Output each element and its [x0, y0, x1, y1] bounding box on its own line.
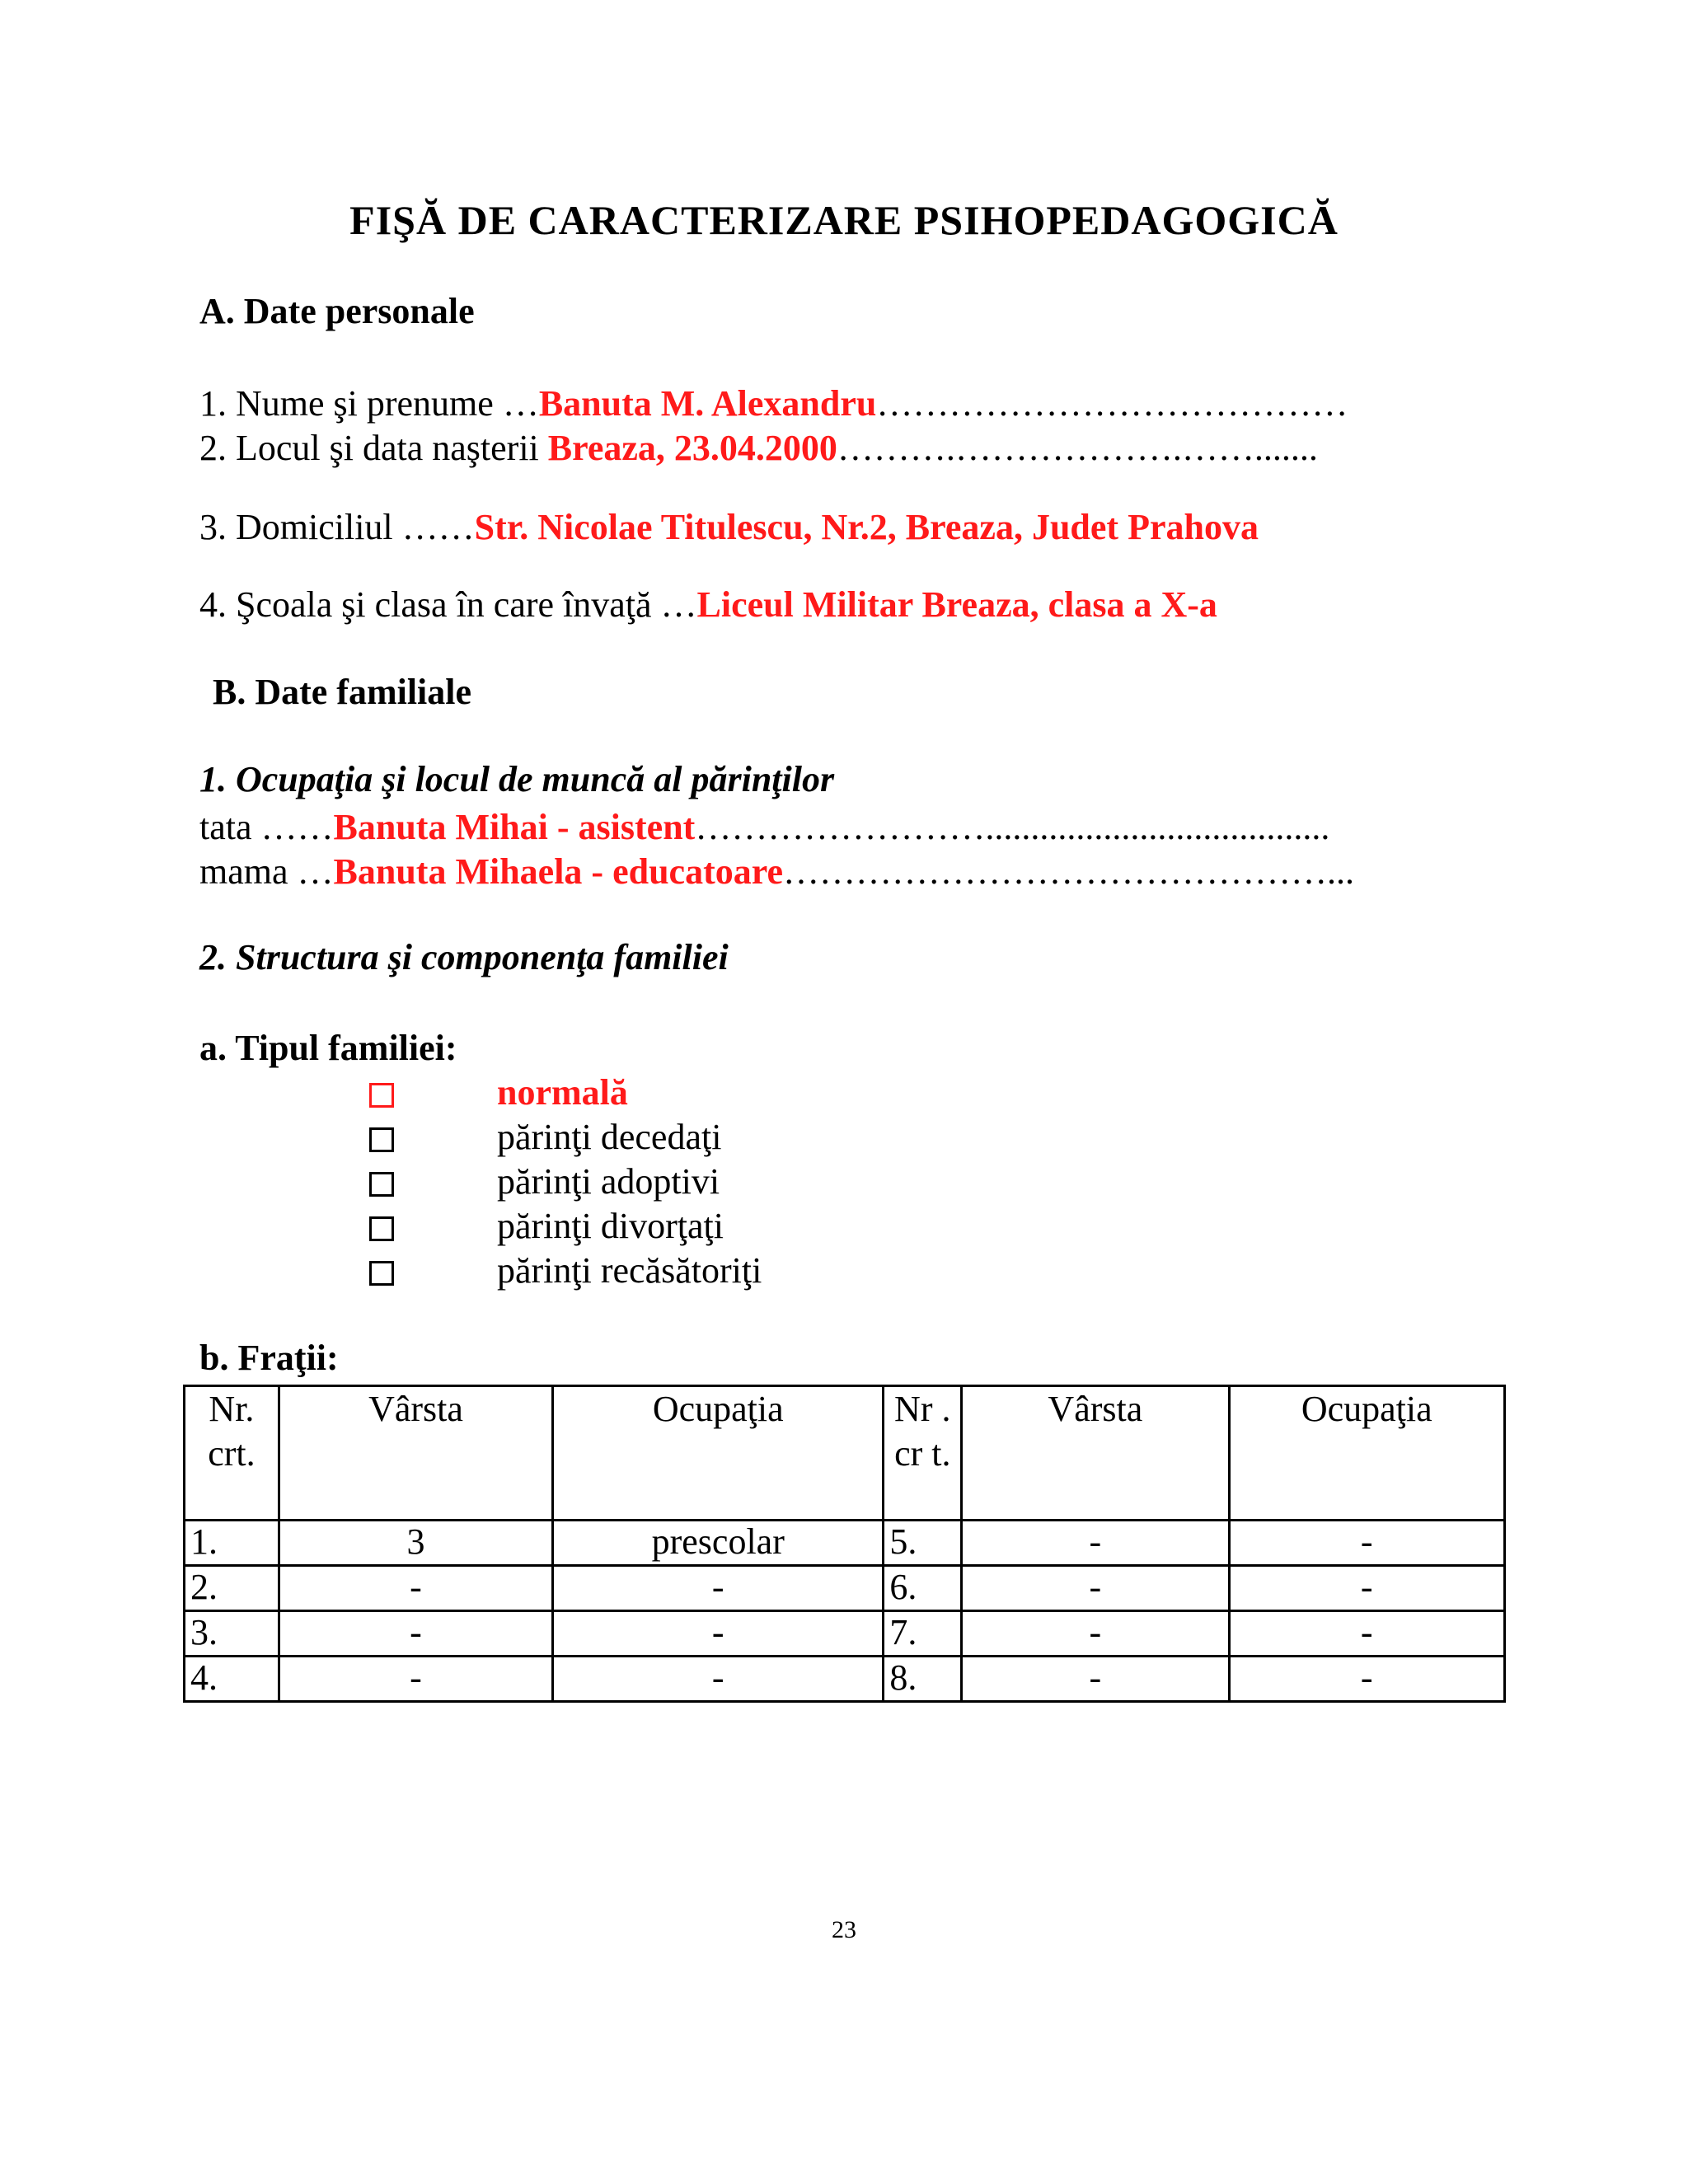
option-normala-label: normală [497, 1072, 628, 1113]
table-cell: 7. [884, 1611, 962, 1657]
table-cell: - [279, 1611, 552, 1657]
table-header-row [185, 1386, 1505, 1521]
table-cell: 3. [185, 1611, 279, 1657]
header-nr-crt-2: Nr .cr t. [884, 1386, 962, 1521]
header-varsta-2: Vârsta [962, 1386, 1229, 1521]
table-cell: - [553, 1657, 884, 1702]
checkbox-parinti-decedati[interactable] [369, 1127, 394, 1152]
field-domiciliul-label: 3. Domiciliul …… [199, 507, 475, 547]
header-varsta: Vârsta [279, 1386, 552, 1521]
table-cell: - [1229, 1611, 1504, 1657]
header-ocupatia: Ocupaţia [553, 1386, 884, 1521]
checkbox-parinti-recasatoriti[interactable] [369, 1261, 394, 1286]
table-cell: 8. [884, 1657, 962, 1702]
fratii-table [183, 1385, 1506, 1703]
table-row [185, 1611, 1505, 1657]
section-a-heading: A. Date personale [199, 291, 475, 331]
table-cell: - [1229, 1566, 1504, 1611]
checkbox-normala[interactable] [369, 1083, 394, 1108]
field-mama-label: mama … [199, 851, 334, 892]
checkbox-parinti-adoptivi[interactable] [369, 1172, 394, 1197]
table-cell: - [1229, 1521, 1504, 1566]
field-domiciliul-value: Str. Nicolae Titulescu, Nr.2, Breaza, Judet Prahova [474, 507, 1259, 547]
field-domiciliul [199, 506, 1259, 548]
table-cell: 4. [185, 1657, 279, 1702]
field-tata-trail: ……………………...................................... [695, 807, 1330, 847]
option-parinti-recasatoriti-label: părinţi recăsătoriţi [497, 1250, 762, 1291]
document-title: FIŞĂ DE CARACTERIZARE PSIHOPEDAGOGICĂ [349, 197, 1339, 243]
field-locul [199, 427, 1318, 469]
ocupatia-heading: 1. Ocupaţia şi locul de muncă al părinţilor [199, 759, 835, 799]
field-mama-trail: ………………………………………... [783, 851, 1355, 892]
table-cell: - [1229, 1657, 1504, 1702]
field-mama [199, 851, 1354, 893]
table-cell: - [553, 1611, 884, 1657]
table-cell: - [553, 1566, 884, 1611]
field-tata-label: tata …… [199, 807, 334, 847]
table-cell: 6. [884, 1566, 962, 1611]
table-cell: 2. [185, 1566, 279, 1611]
table-cell: - [962, 1566, 1229, 1611]
table-cell: - [279, 1566, 552, 1611]
option-parinti-divortati-label: părinţi divorţaţi [497, 1206, 724, 1246]
structura-heading: 2. Structura şi componenţa familiei [199, 937, 729, 977]
field-scoala-value: Liceul Militar Breaza, clasa a X-a [696, 584, 1217, 625]
table-row [185, 1657, 1505, 1702]
field-tata [199, 806, 1329, 848]
header-ocupatia-2: Ocupaţia [1229, 1386, 1504, 1521]
table-cell: 1. [185, 1521, 279, 1566]
field-nume [199, 382, 1348, 424]
section-b-heading: B. Date familiale [213, 672, 472, 712]
field-nume-value: Banuta M. Alexandru [538, 383, 877, 424]
field-mama-value: Banuta Mihaela - educatoare [333, 851, 784, 892]
table-row [185, 1521, 1505, 1566]
field-nume-trail: ………………………………… [876, 383, 1348, 424]
field-locul-trail: ……….……………….……....... [837, 428, 1318, 468]
table-cell: 5. [884, 1521, 962, 1566]
table-cell: prescolar [553, 1521, 884, 1566]
tipul-familiei-heading: a. Tipul familiei: [199, 1028, 457, 1068]
field-tata-value: Banuta Mihai - asistent [333, 807, 696, 847]
table-cell: - [279, 1657, 552, 1702]
option-parinti-adoptivi-label: părinţi adoptivi [497, 1161, 720, 1202]
field-nume-label: 1. Nume şi prenume … [199, 383, 539, 424]
page-number: 23 [832, 1916, 856, 1943]
field-scoala [199, 583, 1217, 626]
table-cell: 3 [279, 1521, 552, 1566]
option-parinti-decedati-label: părinţi decedaţi [497, 1117, 722, 1157]
table-cell: - [962, 1521, 1229, 1566]
field-locul-label: 2. Locul şi data naşterii [199, 428, 548, 468]
field-locul-value: Breaza, 23.04.2000 [547, 428, 837, 468]
table-row [185, 1566, 1505, 1611]
checkbox-parinti-divortati[interactable] [369, 1216, 394, 1241]
table-cell: - [962, 1611, 1229, 1657]
header-nr-crt: Nr. crt. [185, 1386, 279, 1521]
fratii-heading: b. Fraţii: [199, 1338, 339, 1378]
table-cell: - [962, 1657, 1229, 1702]
field-scoala-label: 4. Şcoala şi clasa în care învaţă … [199, 584, 697, 625]
